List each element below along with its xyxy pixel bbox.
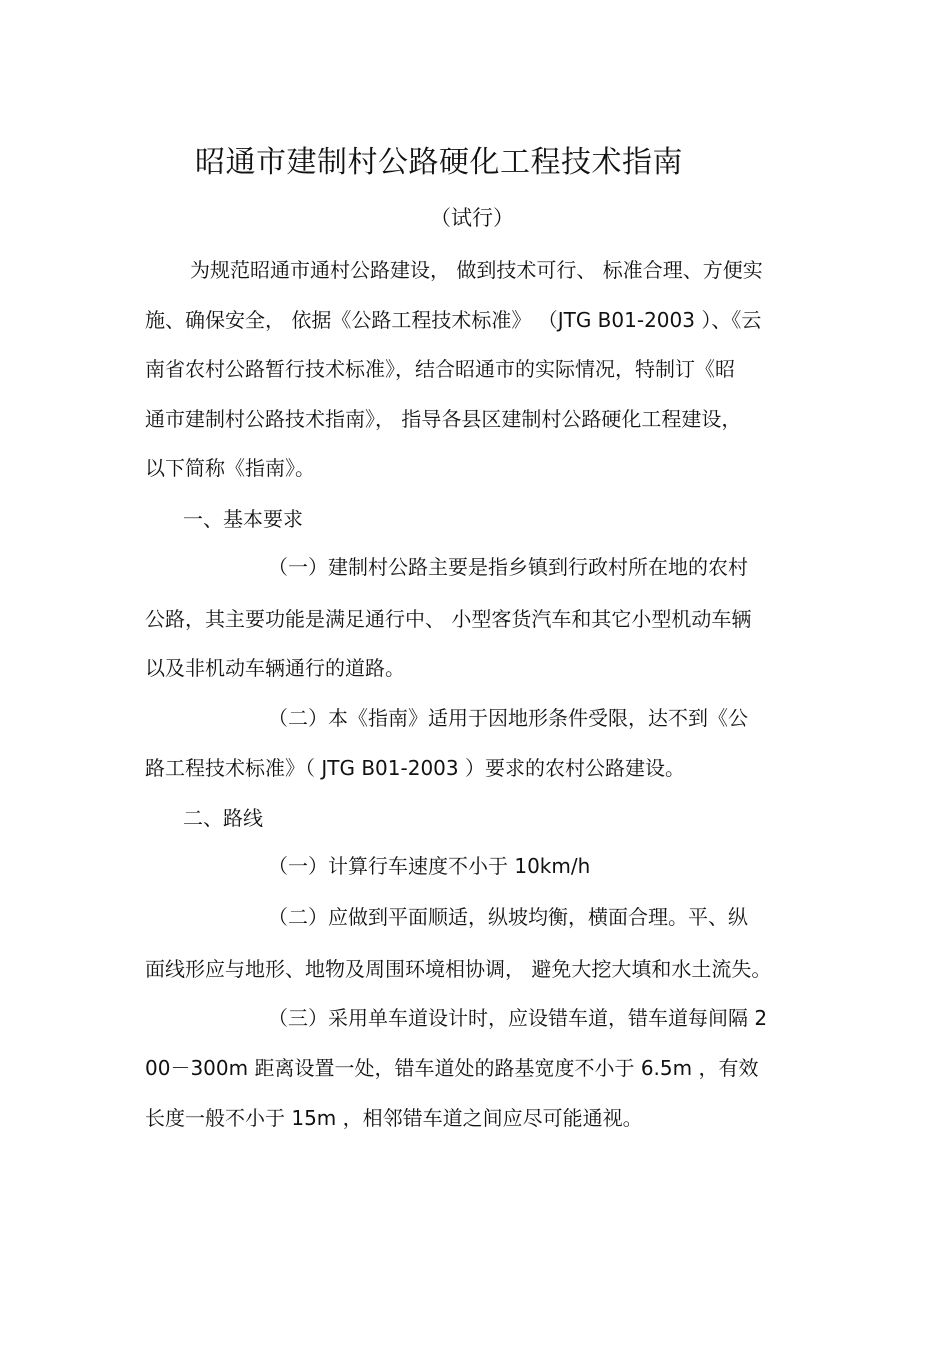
text-line: 以下简称《指南》。 — [145, 456, 315, 480]
text-line: 路工程技术标准》（ JTG B01-2003 ）要求的农村公路建设。 — [145, 756, 685, 780]
document-subtitle: （试行） — [430, 206, 514, 230]
text-line: 为规范昭通市通村公路建设， 做到技术可行、 标准合理、方便实 — [190, 258, 763, 282]
text-line: （一）计算行车速度不小于 10km/h — [268, 854, 591, 878]
section-heading: 二、路线 — [183, 806, 263, 830]
text-line: 面线形应与地形、地物及周围环境相协调， 避免大挖大填和水土流失。 — [145, 957, 772, 981]
text-line: 长度一般不小于 15m ，相邻错车道之间应尽可能通视。 — [145, 1106, 643, 1130]
text-line: 00－300m 距离设置一处，错车道处的路基宽度不小于 6.5m ，有效 — [145, 1056, 759, 1080]
text-line: 南省农村公路暂行技术标准》，结合昭通市的实际情况，特制订《昭 — [145, 357, 735, 381]
text-line: （二）本《指南》适用于因地形条件受限，达不到《公 — [268, 706, 748, 730]
text-line: （一）建制村公路主要是指乡镇到行政村所在地的农村 — [268, 555, 748, 579]
text-line: 以及非机动车辆通行的道路。 — [145, 656, 405, 680]
text-line: 通市建制村公路技术指南》， 指导各县区建制村公路硬化工程建设， — [145, 407, 742, 431]
text-line: （二）应做到平面顺适，纵坡均衡，横面合理。平、纵 — [268, 905, 748, 929]
section-heading: 一、基本要求 — [183, 507, 303, 531]
document-title: 昭通市建制村公路硬化工程技术指南 — [195, 145, 683, 180]
text-line: 施、确保安全， 依据《公路工程技术标准》 （JTG B01-2003 ）、《云 — [145, 308, 762, 332]
text-line: （三）采用单车道设计时，应设错车道，错车道每间隔 2 — [268, 1006, 768, 1030]
text-line: 公路，其主要功能是满足通行中、 小型客货汽车和其它小型机动车辆 — [145, 607, 752, 631]
